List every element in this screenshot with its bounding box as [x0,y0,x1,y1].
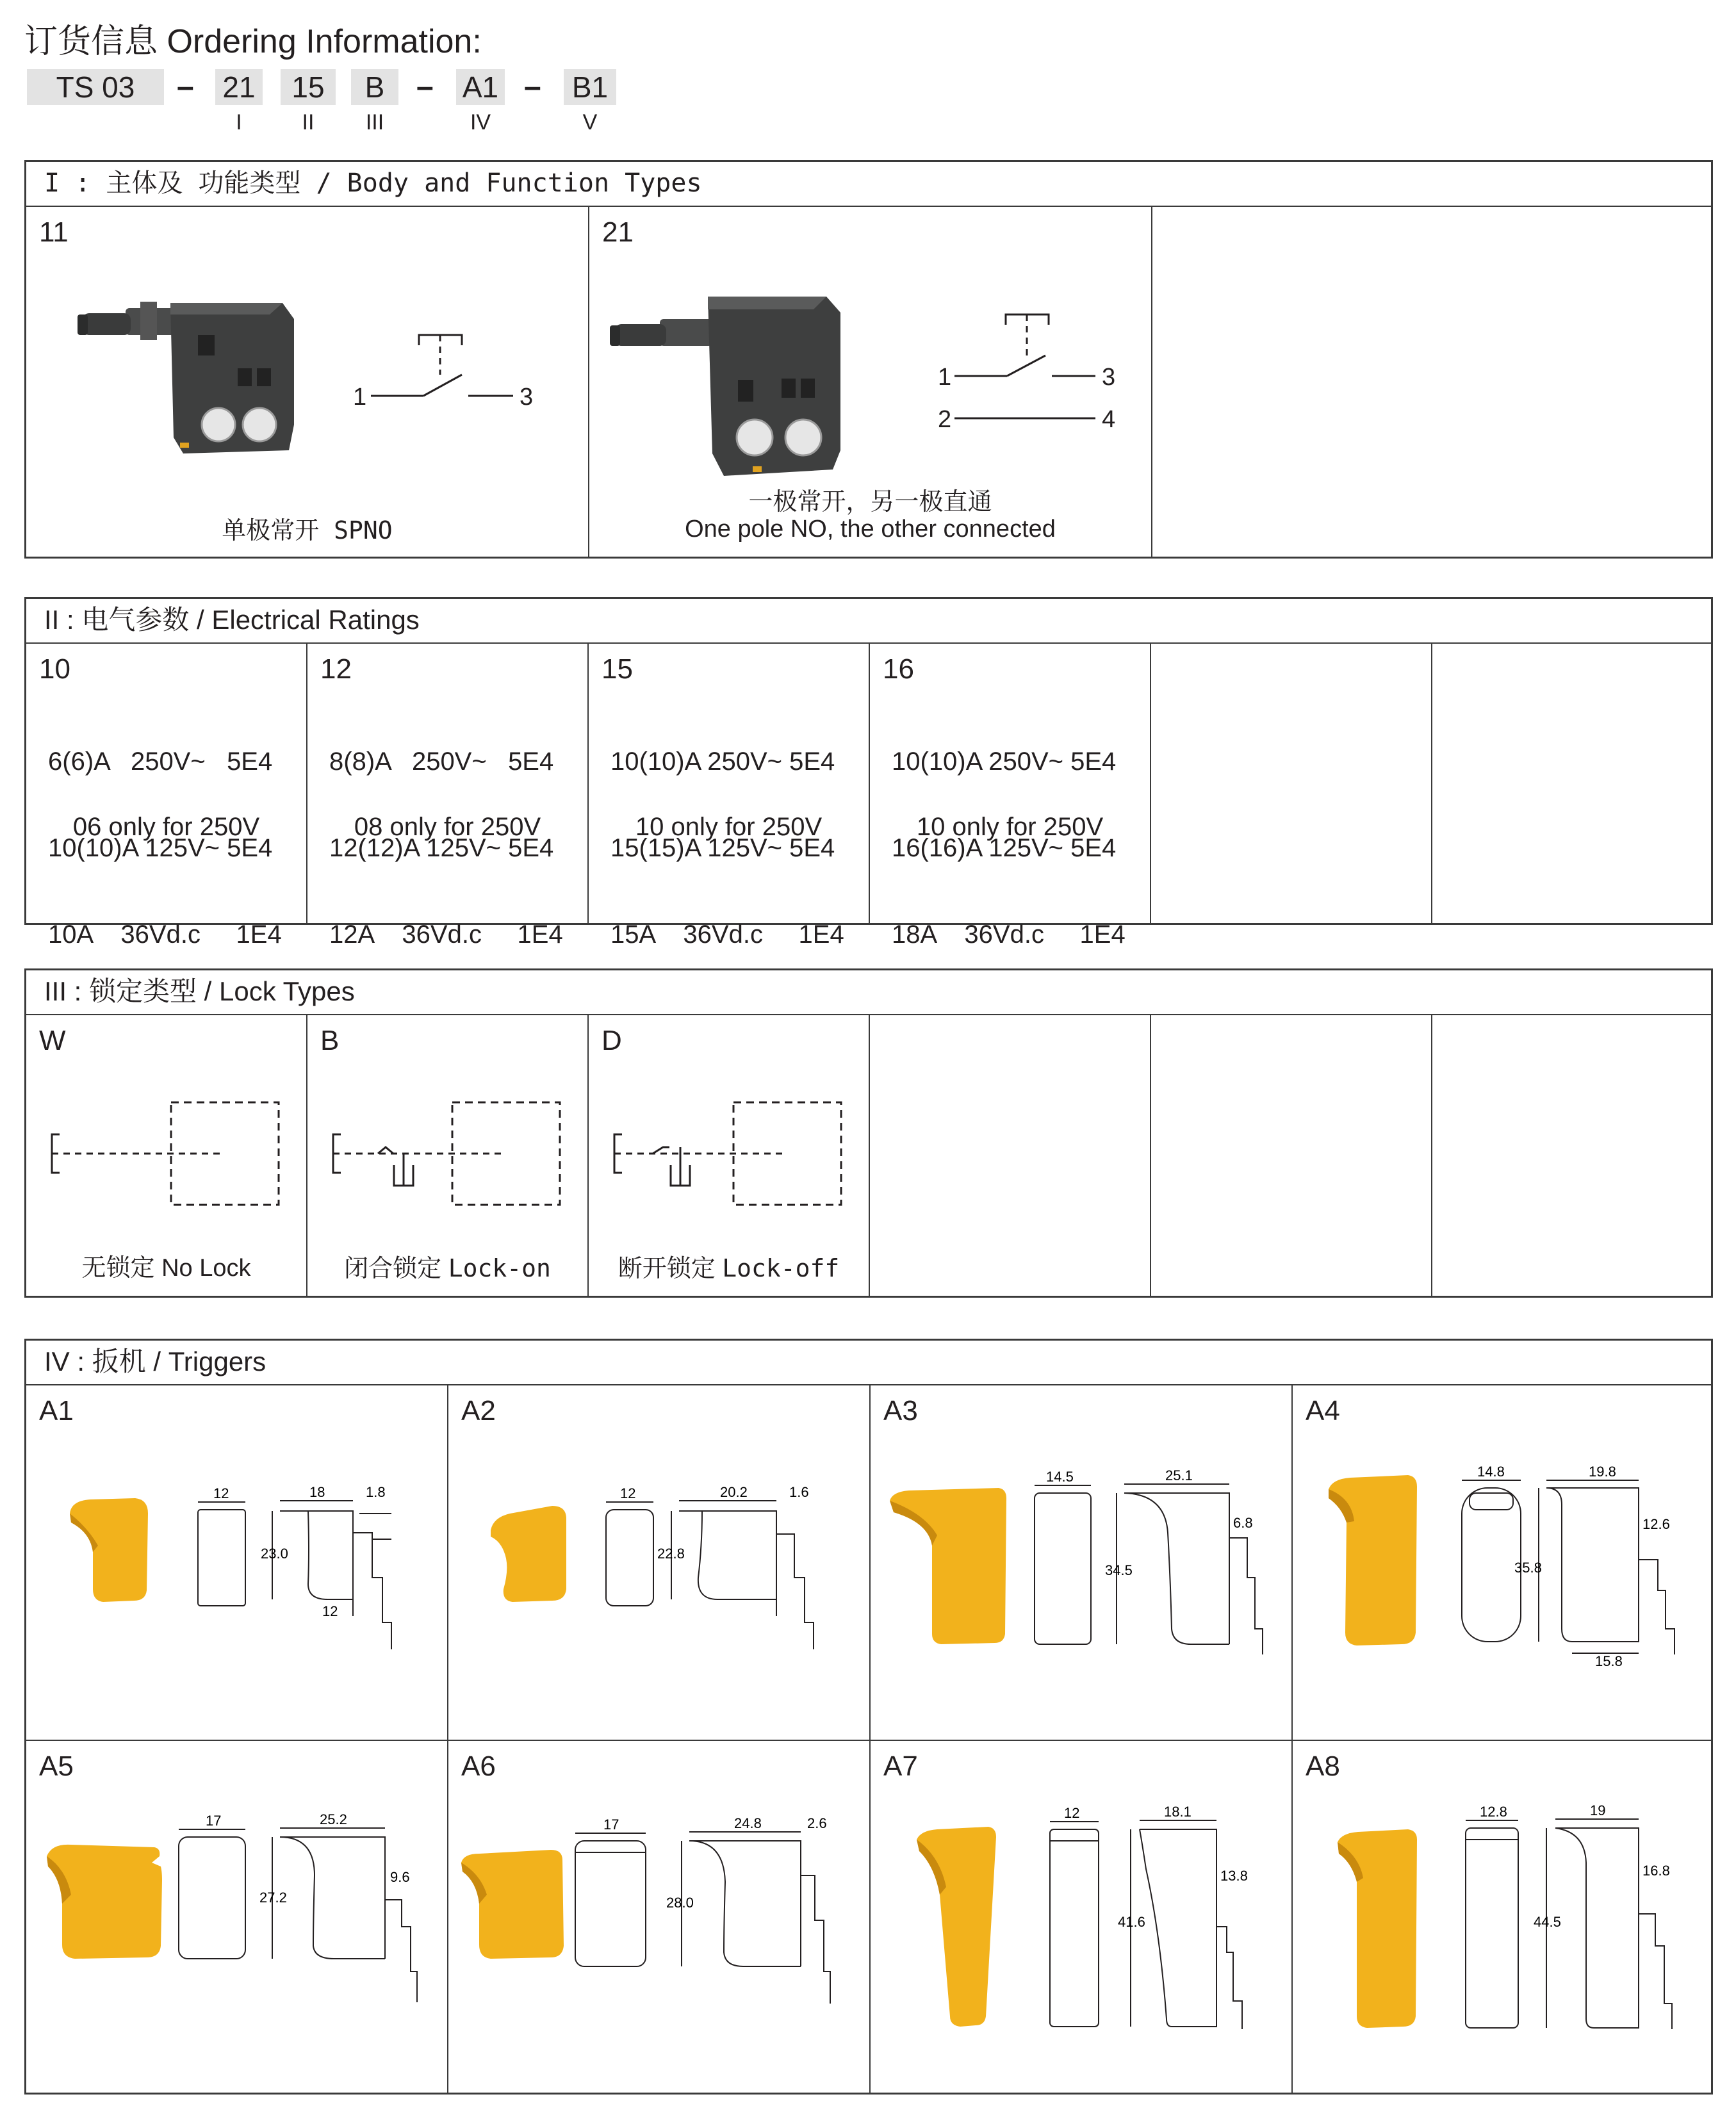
rating-line: 16(16)A 125V~ 5E4 [892,834,1117,862]
empty-cell [1151,1015,1432,1296]
lock-caption-en: No Lock [161,1255,251,1282]
code-part-lock: B [351,69,398,105]
lock-cell-B [307,1015,589,1296]
rating-line: 12A 36Vd.c 1E4 [329,920,563,949]
trigger-cell-A6 [448,1741,871,2093]
dimension-label: 15.8 [1595,1653,1623,1669]
dimension-label: 35.8 [1514,1560,1542,1576]
empty-cell [1432,644,1711,923]
trigger-drawing-icon [871,1741,1293,2093]
rating-code: 16 [883,653,914,685]
dimension-label: 6.8 [1233,1515,1253,1531]
rating-cell-10 [26,644,307,949]
code-part-series: TS 03 [27,69,164,105]
dimension-label: 24.8 [734,1815,762,1831]
dimension-label: 20.2 [720,1484,748,1500]
rating-line: 8(8)A 250V~ 5E4 [329,747,554,776]
trigger-cell-A7 [871,1741,1293,2093]
code-part-type: 21 [215,69,263,105]
terminal-label: 1 [938,364,952,391]
dimension-label: 34.5 [1105,1562,1133,1578]
terminal-label: 2 [938,406,952,433]
trigger-drawing-icon [871,1385,1293,1741]
roman-label: IV [470,110,491,135]
dimension-label: 18 [309,1484,325,1500]
rating-line: 10(10)A 125V~ 5E4 [48,834,273,862]
rating-cell-16 [870,644,1151,949]
trigger-cell-A1 [26,1385,448,1741]
roman-label: III [365,110,384,135]
rating-note: 10 only for 250V [635,813,823,841]
dimension-label: 28.0 [666,1895,694,1911]
dimension-label: 14.8 [1477,1464,1505,1480]
rating-cell-15 [589,644,870,949]
body-type-cell-21 [589,207,1152,557]
dimension-label: 41.6 [1118,1914,1145,1930]
terminal-label: 4 [1102,406,1116,433]
dimension-label: 19.8 [1589,1464,1616,1480]
rating-note: 08 only for 250V [354,813,541,841]
rating-code: 12 [320,653,352,685]
page-title: 订货信息 Ordering Information: [24,23,482,60]
dimension-label: 12 [620,1485,636,1501]
body-type-caption-cn: 一极常开，另一极直通 [748,489,992,516]
trigger-code: A1 [39,1395,74,1426]
trigger-drawing-icon [448,1385,871,1741]
lock-cell-D [589,1015,870,1296]
dimension-label: 17 [603,1817,619,1833]
body-type-cell-11 [26,207,589,557]
dimension-label: 12 [1064,1805,1080,1821]
lock-caption-cn: 断开锁定 [618,1255,723,1282]
dimension-label: 1.8 [366,1484,386,1500]
trigger-drawing-icon [26,1741,448,2093]
contact-schematic-icon [26,207,589,557]
body-type-caption-en: One pole NO, the other connected [685,516,1056,543]
rating-note: 10 only for 250V [916,813,1104,841]
dimension-label: 18.1 [1164,1804,1191,1820]
dimension-label: 9.6 [390,1869,410,1885]
dimension-label: 17 [206,1813,222,1829]
code-dash: – [177,70,194,104]
section-heading: IV : 扳机 / Triggers [26,1341,1711,1385]
dimension-label: 16.8 [1642,1863,1670,1879]
empty-cell [1432,1015,1711,1296]
code-part-trigger: A1 [456,69,505,105]
trigger-code: A2 [461,1395,496,1426]
trigger-drawing-icon [26,1385,448,1741]
dimension-label: 1.6 [789,1484,809,1500]
rating-note: 06 only for 250V [72,813,260,841]
rating-line: 10(10)A 250V~ 5E4 [610,747,835,776]
body-type-code: 11 [39,216,69,248]
section-body-types [24,160,1713,559]
lock-caption-cn: 闭合锁定 [344,1255,448,1282]
empty-cell [1151,644,1432,923]
code-dash: – [416,70,434,104]
code-part-rating: 15 [281,69,336,105]
terminal-label: 1 [353,384,367,411]
roman-label: I [236,110,242,135]
trigger-cell-A4 [1293,1385,1711,1741]
code-part-option: B1 [564,69,616,105]
dimension-label: 14.5 [1046,1469,1074,1485]
trigger-code: A7 [883,1751,918,1782]
lock-cell-W [26,1015,307,1296]
rating-line: 10A 36Vd.c 1E4 [48,920,282,949]
rating-line: 15A 36Vd.c 1E4 [610,920,844,949]
rating-line: 6(6)A 250V~ 5E4 [48,747,273,776]
dimension-label: 44.5 [1534,1914,1561,1930]
rating-line: 15(15)A 125V~ 5E4 [610,834,835,862]
dimension-label: 19 [1590,1802,1606,1818]
roman-label: V [582,110,598,135]
trigger-drawing-icon [1293,1741,1711,2093]
trigger-code: A3 [883,1395,918,1426]
dimension-label: 12.8 [1480,1804,1507,1820]
rating-cell-12 [307,644,589,949]
dimension-label: 25.1 [1165,1467,1193,1483]
trigger-cell-A2 [448,1385,871,1741]
trigger-drawing-icon [448,1741,871,2093]
body-type-caption: 单极常开 SPNO [222,516,393,544]
rating-line: 10(10)A 250V~ 5E4 [892,747,1117,776]
rating-code: 10 [39,653,70,685]
lock-caption-cn: 无锁定 [81,1255,162,1282]
section-electrical-ratings [24,597,1713,949]
rating-line: 12(12)A 125V~ 5E4 [329,834,554,862]
dimension-label: 22.8 [657,1546,685,1562]
dimension-label: 12 [213,1485,229,1501]
rating-line: 18A 36Vd.c 1E4 [892,920,1126,949]
dimension-label: 12.6 [1642,1516,1670,1532]
trigger-code: A8 [1306,1751,1340,1782]
section-heading: III : 锁定类型 / Lock Types [26,970,1711,1015]
lock-code: B [320,1025,340,1056]
trigger-drawing-icon [1293,1385,1711,1741]
trigger-code: A4 [1306,1395,1340,1426]
lock-caption-en: Lock-on [448,1254,551,1282]
section-heading: II : 电气参数 / Electrical Ratings [26,599,1711,644]
section-triggers [24,1339,1713,2095]
empty-cell [1152,207,1711,557]
lock-code: W [39,1025,66,1056]
dimension-label: 23.0 [261,1546,288,1562]
dimension-label: 2.6 [807,1815,827,1831]
rating-code: 15 [602,653,633,685]
trigger-cell-A8 [1293,1741,1711,2093]
terminal-label: 3 [1102,364,1116,391]
dimension-label: 27.2 [259,1890,287,1906]
section-heading: I : 主体及 功能类型 / Body and Function Types [26,162,1711,207]
empty-cell [870,1015,1151,1296]
dimension-label: 13.8 [1220,1868,1248,1884]
dimension-label: 12 [322,1603,338,1619]
trigger-cell-A5 [26,1741,448,2093]
trigger-code: A5 [39,1751,74,1782]
terminal-label: 3 [520,384,534,411]
lock-code: D [602,1025,622,1056]
roman-label: II [302,110,315,135]
trigger-cell-A3 [871,1385,1293,1741]
dimension-label: 25.2 [320,1811,347,1827]
trigger-code: A6 [461,1751,496,1782]
code-dash: – [524,70,541,104]
section-lock-types [24,968,1713,1298]
lock-caption-en: Lock-off [722,1254,840,1282]
body-type-code: 21 [602,216,634,248]
